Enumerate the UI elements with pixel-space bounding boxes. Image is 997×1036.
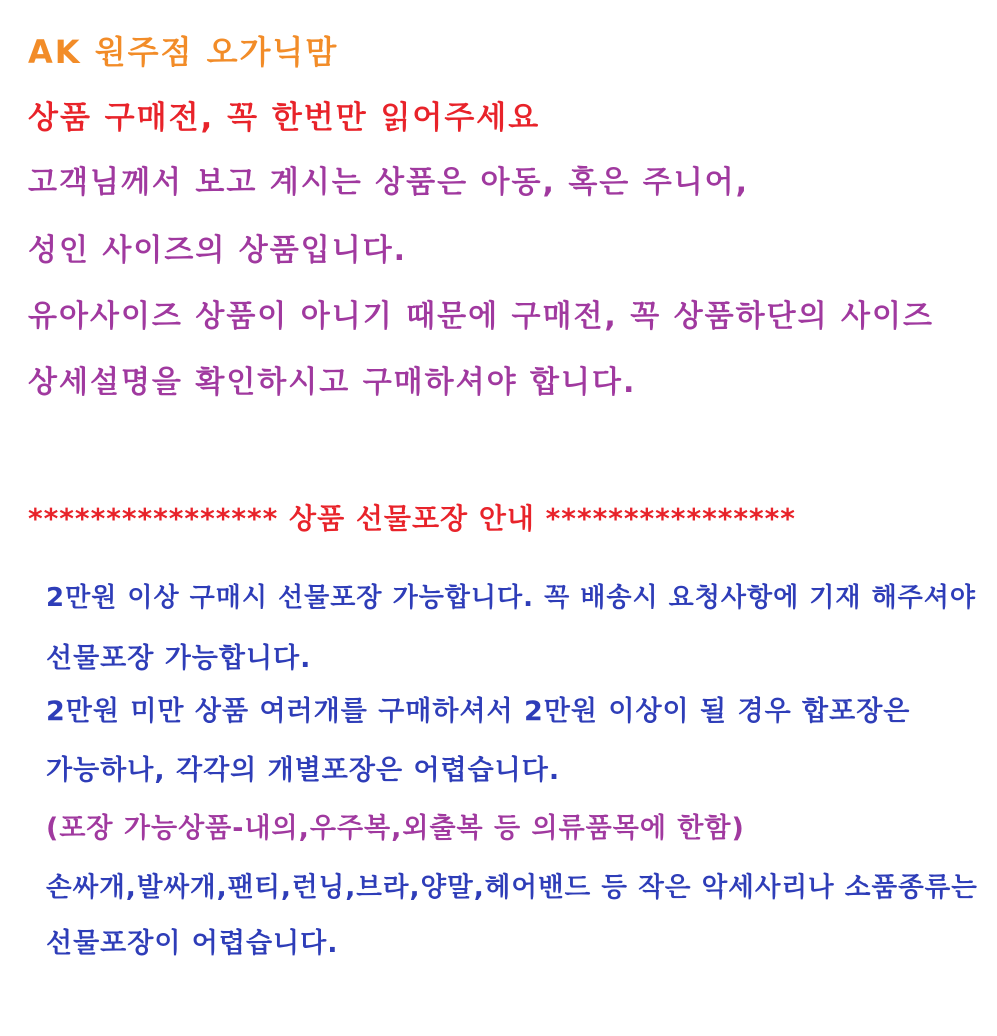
notice-line: 상세설명을 확인하시고 구매하셔야 합니다.: [28, 365, 637, 400]
store-title: AK 원주점 오가닉맘: [28, 33, 339, 71]
gift-line: 2만원 이상 구매시 선물포장 가능합니다. 꼭 배송시 요청사항에 기재 해주셔야: [46, 583, 977, 613]
gift-line: 2만원 미만 상품 여러개를 구매하셔서 2만원 이상이 될 경우 합포장은: [46, 696, 911, 727]
gift-line: (포장 가능상품-내의,우주복,외출복 등 의류품목에 한함): [46, 813, 745, 844]
notice-line: 성인 사이즈의 상품입니다.: [28, 233, 408, 268]
gift-line: 선물포장이 어렵습니다.: [46, 928, 339, 959]
notice-line: 고객님께서 보고 계시는 상품은 아동, 혹은 주니어,: [28, 165, 750, 200]
gift-line: 손싸개,발싸개,팬티,런닝,브라,양말,헤어밴드 등 작은 악세사리나 소품종류는: [46, 872, 978, 903]
gift-line: 가능하나, 각각의 개별포장은 어렵습니다.: [46, 755, 561, 786]
gift-wrap-heading: **************** 상품 선물포장 안내 ****************: [28, 502, 796, 535]
gift-line: 선물포장 가능합니다.: [46, 643, 312, 674]
notice-line: 유아사이즈 상품이 아니기 때문에 구매전, 꼭 상품하단의 사이즈: [28, 299, 934, 334]
notice-heading: 상품 구매전, 꼭 한번만 읽어주세요: [28, 100, 541, 136]
